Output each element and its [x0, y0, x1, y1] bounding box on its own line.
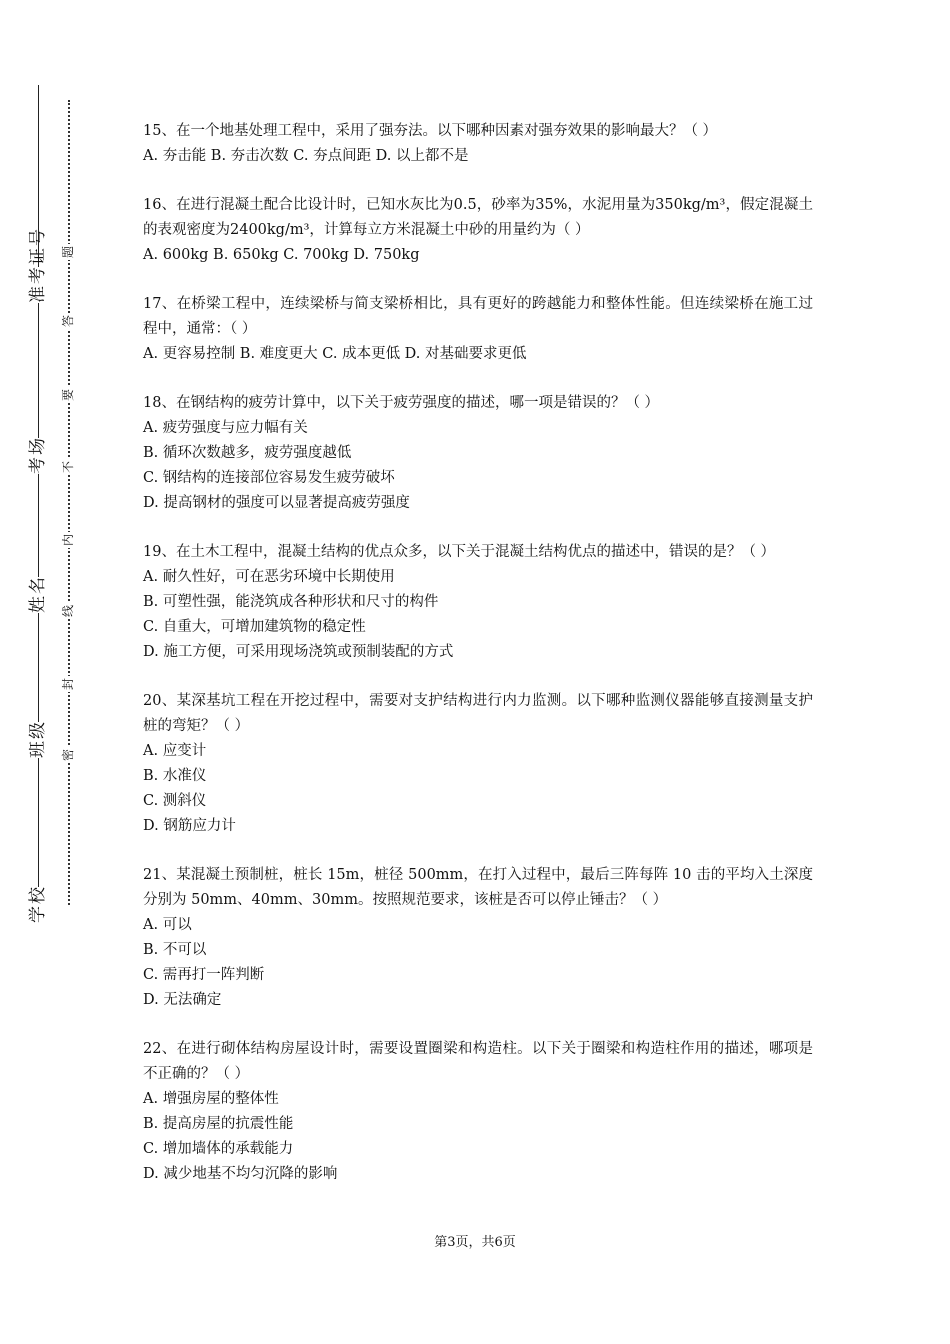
question-17: [143, 292, 813, 367]
question-list: [143, 119, 813, 1211]
question-options: A. 600kg B. 650kg C. 700kg D. 750kg: [143, 247, 420, 263]
question-15: [143, 119, 813, 169]
seal-char: 不: [61, 461, 75, 474]
question-18: [143, 391, 813, 516]
seal-char: 答: [61, 315, 75, 328]
page-number-footer: 第3页，共6页: [434, 1235, 516, 1250]
question-options: A. 夯击能 B. 夯击次数 C. 夯点间距 D. 以上都不是: [143, 148, 469, 164]
question-stem: 15、在一个地基处理工程中，采用了强夯法。以下哪种因素对强夯效果的影响最大？（ ）: [143, 123, 718, 139]
seal-char: 内: [61, 534, 75, 547]
seal-dotted-line: [68, 100, 70, 905]
question-stem: 20、某深基坑工程在开挖过程中，需要对支护结构进行内力监测。以下哪种监测仪器能够直接测量支护桩的弯矩？（ ）: [143, 693, 813, 734]
option-a: A. 应变计: [143, 743, 207, 759]
option-d: D. 提高钢材的强度可以显著提高疲劳强度: [143, 495, 410, 511]
name-label: 姓名: [28, 575, 48, 613]
question-stem: 17、在桥梁工程中，连续梁桥与简支梁桥相比，具有更好的跨越能力和整体性能。但连续梁桥在施工过程中，通常：（ ）: [143, 296, 813, 337]
option-b: B. 提高房屋的抗震性能: [143, 1116, 294, 1132]
class-label: 班级: [28, 720, 48, 758]
option-d: D. 减少地基不均匀沉降的影响: [143, 1166, 338, 1182]
question-21: [143, 863, 813, 1013]
question-16: [143, 193, 813, 268]
option-a: A. 耐久性好，可在恶劣环境中长期使用: [143, 569, 395, 585]
option-b: B. 可塑性强，能浇筑成各种形状和尺寸的构件: [143, 594, 439, 610]
question-stem: 21、某混凝土预制桩，桩长 15m，桩径 500mm，在打入过程中，最后三阵每阵 10 击的平均入土深度分别为 50mm、40mm、30mm。按照规范要求，该桩是否可以停止锤击？（ ）: [143, 867, 813, 908]
seal-char: 题: [61, 246, 75, 259]
seal-char: 封: [61, 678, 75, 691]
question-19: [143, 540, 813, 665]
option-d: D. 钢筋应力计: [143, 818, 236, 834]
option-b: B. 水准仪: [143, 768, 207, 784]
exam-room-label: 考场: [28, 436, 48, 474]
option-c: C. 自重大，可增加建筑物的稳定性: [143, 619, 366, 635]
option-a: A. 疲劳强度与应力幅有关: [143, 420, 308, 436]
binding-margin: [0, 0, 110, 1344]
question-stem: 18、在钢结构的疲劳计算中，以下关于疲劳强度的描述，哪一项是错误的？（ ）: [143, 395, 660, 411]
option-d: D. 无法确定: [143, 992, 222, 1008]
question-stem: 16、在进行混凝土配合比设计时，已知水灰比为0.5，砂率为35%，水泥用量为350kg/m³，假定混凝土的表观密度为2400kg/m³，计算每立方米混凝土中砂的用量约为（ ）: [143, 197, 813, 238]
option-d: D. 施工方便，可采用现场浇筑或预制装配的方式: [143, 644, 454, 660]
option-a: A. 可以: [143, 917, 192, 933]
exam-number-label: 准考证号: [28, 227, 48, 303]
seal-char: 线: [61, 605, 75, 618]
question-20: [143, 689, 813, 839]
seal-char: 密: [61, 749, 75, 762]
question-options: A. 更容易控制 B. 难度更大 C. 成本更低 D. 对基础要求更低: [143, 346, 527, 362]
seal-char: 要: [61, 389, 75, 402]
option-a: A. 增强房屋的整体性: [143, 1091, 279, 1107]
question-22: [143, 1037, 813, 1187]
question-stem: 22、在进行砌体结构房屋设计时，需要设置圈梁和构造柱。以下关于圈梁和构造柱作用的描述，哪项是不正确的？（ ）: [143, 1041, 813, 1082]
option-c: C. 钢结构的连接部位容易发生疲劳破坏: [143, 470, 395, 486]
option-b: B. 循环次数越多，疲劳强度越低: [143, 445, 352, 461]
option-b: B. 不可以: [143, 942, 207, 958]
school-label: 学校: [28, 885, 48, 923]
question-stem: 19、在土木工程中，混凝土结构的优点众多，以下关于混凝土结构优点的描述中，错误的是？（ ）: [143, 544, 776, 560]
binding-solid-line: [38, 85, 39, 905]
option-c: C. 测斜仪: [143, 793, 207, 809]
option-c: C. 增加墙体的承载能力: [143, 1141, 294, 1157]
option-c: C. 需再打一阵判断: [143, 967, 265, 983]
